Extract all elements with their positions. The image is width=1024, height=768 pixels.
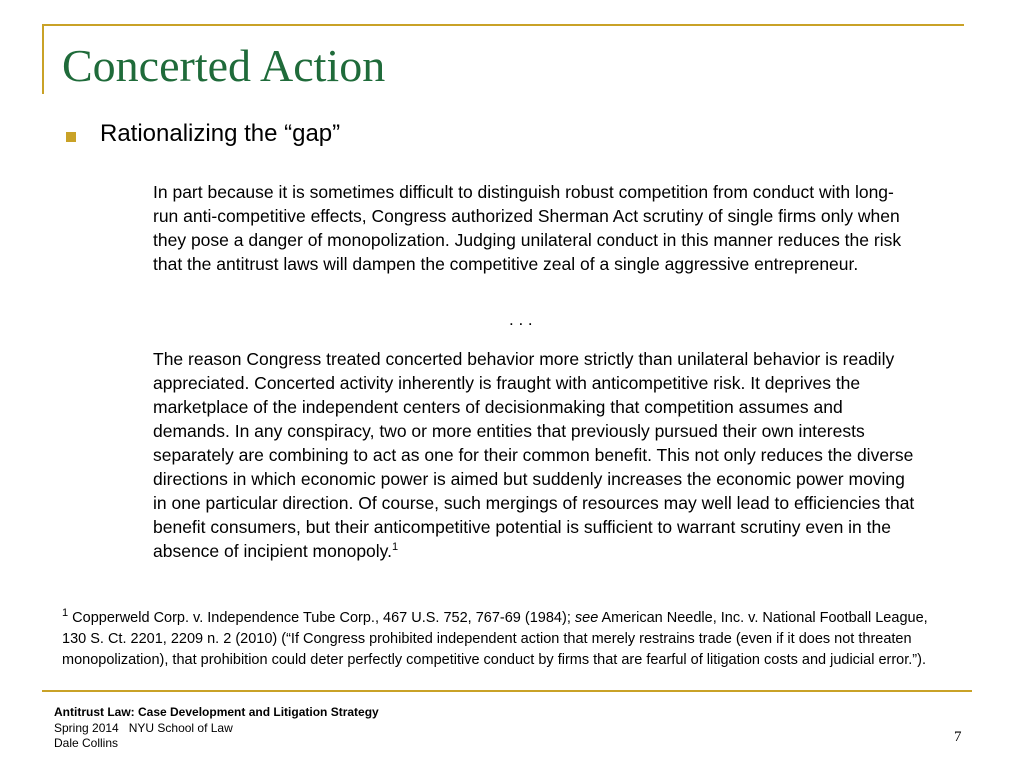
footnote-marker: 1 [62, 607, 69, 620]
quote-paragraph-1: In part because it is sometimes difficult to distinguish robust competition from conduct with long-run anti-competitive effects, Congress authorized Sherman Act scrutiny of single firms only when they pose a danger of monopolization. Judging unilateral conduct in this manner reduces the risk that the antitrust laws will dampen the competitive zeal of a single aggressive entrepreneur. [153, 182, 902, 274]
footer-course-title: Antitrust Law: Case Development and Litigation Strategy [54, 705, 379, 719]
quote-paragraph-2-text: The reason Congress treated concerted behavior more strictly than unilateral behavior is readily appreciated. Concerted activity inherently is fraught with anticompetitive risk. It deprives the marketplace of the independent centers of decisionmaking that competition assumes and demands. In any conspiracy, two or more entities that previously pursued their own interests separately are combining to act as one for their common benefit. This not only reduces the diverse directions in which economic power is aimed but suddenly increases the economic power moving in one particular direction. Of course, such mergings of resources may well lead to efficiencies that benefit consumers, but their anticompetitive potential is sufficient to warrant scrutiny even in the absence of incipient monopoly. [153, 349, 915, 561]
footer-author: Dale Collins [54, 736, 119, 750]
footnote-parenthetical: American Needle, Inc. v. National Football League, 130 S. Ct. 2201, 2209 n. 2 (2010) (“If Congress prohibited independent action that merely restrains trade (even if it does not threaten monopolization), that prohibition could deter perfectly competitive conduct by firms that are fearful of litigation costs and judicial error.”). [62, 610, 928, 668]
bullet-text: Rationalizing the “gap” [100, 120, 341, 147]
slide-number: 7 [954, 729, 962, 745]
footer-term: Spring 2014 NYU School of Law [54, 721, 233, 735]
quote-ellipsis: . . . [509, 310, 533, 329]
footnote-reference: 1 [392, 541, 399, 554]
square-bullet-icon [66, 132, 76, 142]
footer-rule [42, 690, 972, 692]
footnote-signal: see [574, 610, 599, 626]
footnote [62, 608, 932, 671]
quote-paragraph-2 [153, 347, 918, 563]
left-rule [42, 24, 44, 94]
top-rule [42, 24, 964, 26]
slide-title: Concerted Action [62, 40, 386, 91]
footnote-citation: Copperweld Corp. v. Independence Tube Corp., 467 U.S. 752, 767-69 (1984); [72, 610, 575, 626]
